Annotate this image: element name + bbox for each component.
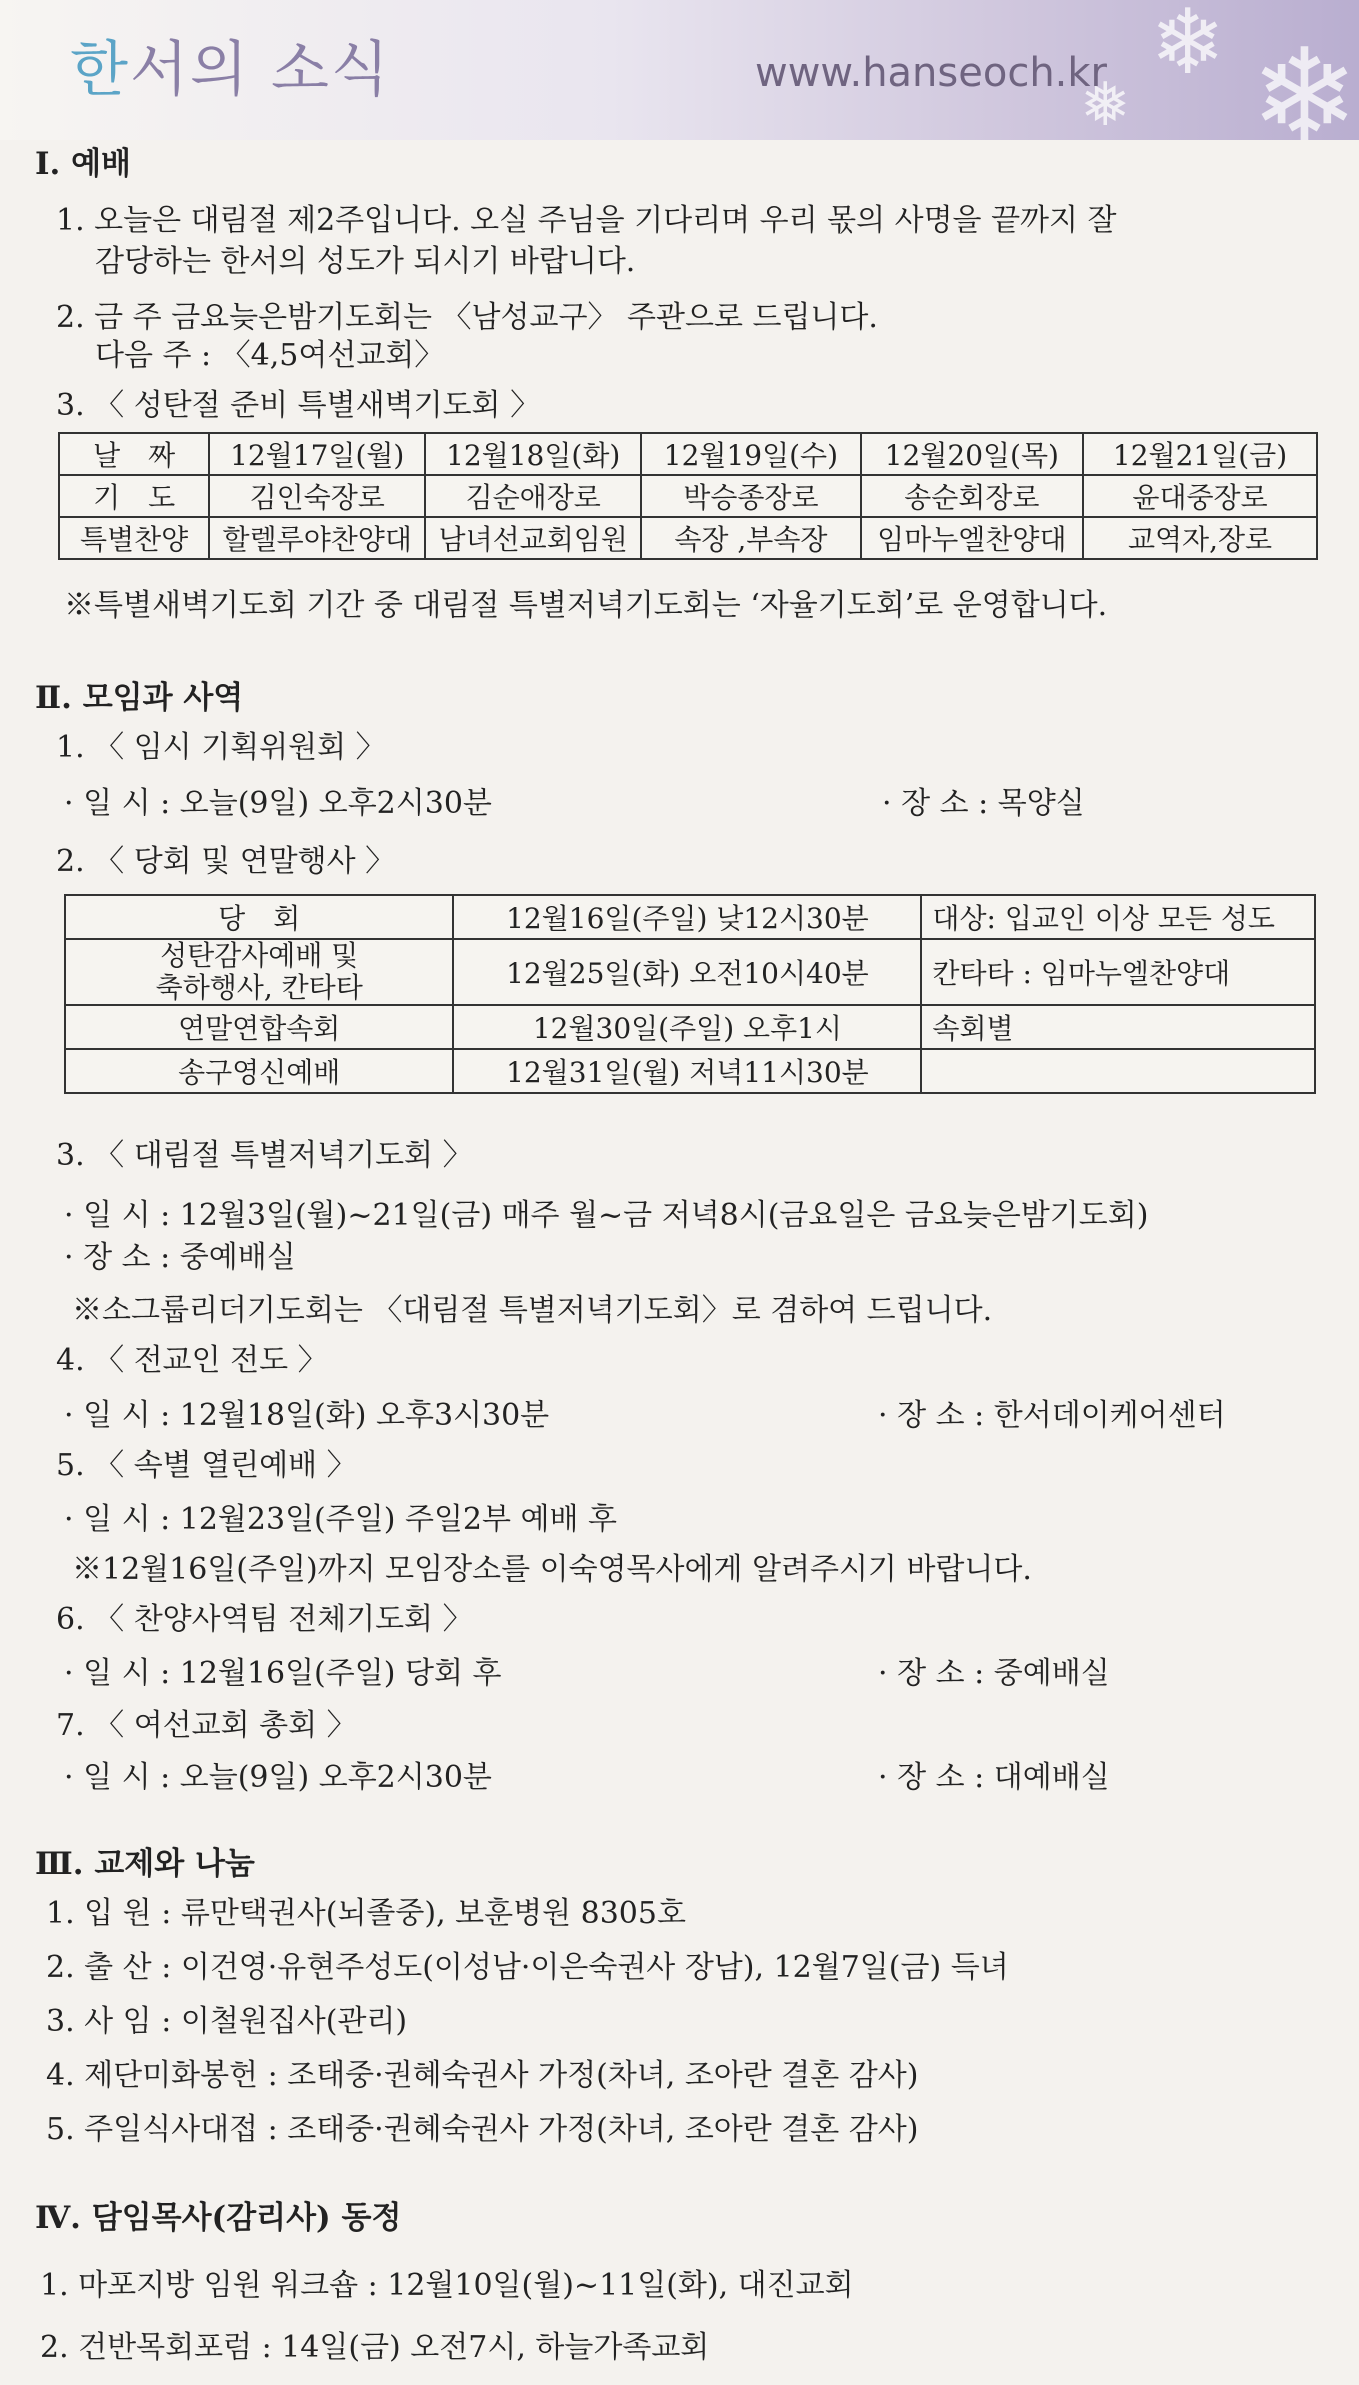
cell-text: 교역자,장로 <box>1127 523 1273 556</box>
meeting-item-3-note: ※소그룹리더기도회는 〈대림절 특별저녁기도회〉로 겸하여 드립니다. <box>72 1293 993 1328</box>
cell-text: 축하행사, 칸타타 <box>155 971 363 1004</box>
cell-text: 속장 ,부속장 <box>674 523 828 556</box>
snowflake-icon: ❄ <box>1150 0 1226 95</box>
worship-item-3-title: 3. 〈 성탄절 준비 특별새벽기도회 〉 <box>56 388 541 423</box>
year-end-events-table <box>64 894 1316 1094</box>
page-title: 한서의 소식 <box>70 35 391 105</box>
table-cell <box>65 1049 453 1093</box>
snowflake-icon: ❅ <box>1080 70 1131 140</box>
cell-text: 송순회장로 <box>904 481 1040 514</box>
meeting-item-7-place: · 장 소 : 대예배실 <box>878 1760 1110 1795</box>
table-cell <box>425 517 641 559</box>
table-cell <box>453 1005 921 1049</box>
cell-text: 12월25일(화) 오전10시40분 <box>506 957 869 990</box>
fellowship-item-3: 3. 사 임 : 이철원집사(관리) <box>46 2004 408 2039</box>
cell-text: 김순애장로 <box>465 481 601 514</box>
section-heading-meetings: Ⅱ. 모임과 사역 <box>35 680 244 716</box>
worship-item-1-line-2: 감당하는 한서의 성도가 되시기 바랍니다. <box>95 244 636 279</box>
meeting-item-6-title: 6. 〈 찬양사역팀 전체기도회 〉 <box>56 1602 473 1637</box>
table-row <box>59 433 1317 475</box>
table-cell <box>921 939 1315 1005</box>
cell-text: 윤대중장로 <box>1132 481 1268 514</box>
meeting-item-7-time: · 일 시 : 오늘(9일) 오후2시30분 <box>64 1760 492 1795</box>
table-row <box>59 475 1317 517</box>
dawn-prayer-schedule-table <box>58 432 1318 560</box>
meeting-item-1-time: · 일 시 : 오늘(9일) 오후2시30분 <box>64 786 492 821</box>
meeting-item-5-time: · 일 시 : 12월23일(주일) 주일2부 예배 후 <box>64 1502 617 1537</box>
meeting-item-1-title: 1. 〈 임시 기획위원회 〉 <box>56 730 386 765</box>
table-cell <box>59 475 209 517</box>
website-url[interactable]: www.hanseoch.kr <box>755 50 1107 96</box>
cell-text: 칸타타 : 임마누엘찬양대 <box>932 957 1231 990</box>
table-cell <box>209 433 425 475</box>
table-cell <box>209 475 425 517</box>
meeting-item-7-title: 7. 〈 여선교회 총회 〉 <box>56 1708 357 1743</box>
cell-text: 12월31일(월) 저녁11시30분 <box>506 1056 869 1089</box>
fellowship-item-2: 2. 출 산 : 이건영·유현주성도(이성남·이은숙권사 장남), 12월7일(금) 득녀 <box>46 1950 1009 1985</box>
dawn-prayer-note: ※특별새벽기도회 기간 중 대림절 특별저녁기도회는 ‘자율기도회’로 운영합니다. <box>64 588 1108 623</box>
table-cell <box>861 517 1083 559</box>
meeting-item-4-place: · 장 소 : 한서데이케어센터 <box>878 1398 1226 1433</box>
table-cell <box>59 517 209 559</box>
table-cell <box>209 517 425 559</box>
fellowship-item-4: 4. 제단미화봉헌 : 조태중·권혜숙권사 가정(차녀, 조아란 결혼 감사) <box>46 2058 919 2093</box>
table-cell <box>921 895 1315 939</box>
cell-text: 임마누엘찬양대 <box>877 523 1067 556</box>
table-cell <box>453 939 921 1005</box>
section-heading-pastor-news: Ⅳ. 담임목사(감리사) 동정 <box>35 2200 402 2236</box>
table-cell <box>425 433 641 475</box>
cell-text: 기 도 <box>93 481 176 514</box>
table-cell <box>641 433 860 475</box>
table-cell <box>59 433 209 475</box>
cell-text: 할렐루야찬양대 <box>222 523 412 556</box>
meeting-item-4-time: · 일 시 : 12월18일(화) 오후3시30분 <box>64 1398 550 1433</box>
meeting-item-6-place: · 장 소 : 중예배실 <box>878 1656 1110 1691</box>
table-row <box>65 1049 1315 1093</box>
cell-text: 12월18일(화) <box>446 439 621 472</box>
table-row <box>65 895 1315 939</box>
pastor-news-item-2: 2. 건반목회포럼 : 14일(금) 오전7시, 하늘가족교회 <box>40 2330 710 2365</box>
cell-text: 12월21일(금) <box>1112 439 1288 472</box>
pastor-news-item-1: 1. 마포지방 임원 워크숍 : 12월10일(월)~11일(화), 대진교회 <box>40 2268 854 2303</box>
table-row <box>65 1005 1315 1049</box>
table-cell <box>641 517 860 559</box>
table-cell <box>1083 475 1317 517</box>
fellowship-item-1: 1. 입 원 : 류만택권사(뇌졸중), 보훈병원 8305호 <box>46 1896 686 1931</box>
cell-text: 12월17일(월) <box>230 439 405 472</box>
table-row <box>59 517 1317 559</box>
cell-text: 박승종장로 <box>683 481 819 514</box>
table-cell <box>453 895 921 939</box>
cell-text: 12월30일(주일) 오후1시 <box>532 1012 842 1045</box>
meeting-item-2-title: 2. 〈 당회 및 연말행사 〉 <box>56 844 396 879</box>
meeting-item-4-title: 4. 〈 전교인 전도 〉 <box>56 1343 328 1378</box>
cell-text: 12월19일(수) <box>663 439 839 472</box>
worship-item-1-line-1: 1. 오늘은 대림절 제2주입니다. 오실 주님을 기다리며 우리 몫의 사명을 끝까지 잘 <box>56 203 1117 238</box>
table-row <box>65 939 1315 1005</box>
cell-text: 날 짜 <box>93 439 176 472</box>
meeting-item-3-title: 3. 〈 대림절 특별저녁기도회 〉 <box>56 1138 473 1173</box>
cell-text: 연말연합속회 <box>178 1012 341 1045</box>
meeting-item-3-time: · 일 시 : 12월3일(월)~21일(금) 매주 월~금 저녁8시(금요일은 금요늦은밤기도회) <box>64 1198 1149 1233</box>
worship-item-2-line-1: 2. 금 주 금요늦은밤기도회는 〈남성교구〉 주관으로 드립니다. <box>56 300 878 335</box>
table-cell <box>425 475 641 517</box>
table-cell <box>65 895 453 939</box>
table-cell <box>641 475 860 517</box>
cell-text: 특별찬양 <box>80 523 189 556</box>
cell-text: 남녀선교회임원 <box>438 523 628 556</box>
table-cell <box>921 1049 1315 1093</box>
fellowship-item-5: 5. 주일식사대접 : 조태중·권혜숙권사 가정(차녀, 조아란 결혼 감사) <box>46 2112 919 2147</box>
table-cell <box>1083 433 1317 475</box>
section-heading-fellowship: Ⅲ. 교제와 나눔 <box>35 1846 255 1882</box>
worship-item-2-line-2: 다음 주 : 〈4,5여선교회〉 <box>95 338 445 373</box>
cell-text: 12월20일(목) <box>884 439 1059 472</box>
meeting-item-3-place: · 장 소 : 중예배실 <box>64 1240 296 1275</box>
table-cell <box>1083 517 1317 559</box>
table-cell <box>921 1005 1315 1049</box>
table-cell <box>861 475 1083 517</box>
meeting-item-6-time: · 일 시 : 12월16일(주일) 당회 후 <box>64 1656 502 1691</box>
cell-text: 당 회 <box>218 902 301 935</box>
meeting-item-5-note: ※12월16일(주일)까지 모임장소를 이숙영목사에게 알려주시기 바랍니다. <box>72 1552 1032 1587</box>
cell-text: 12월16일(주일) 낮12시30분 <box>506 902 869 935</box>
cell-text: 김인숙장로 <box>249 481 385 514</box>
cell-text: 송구영신예배 <box>178 1056 341 1089</box>
table-cell <box>453 1049 921 1093</box>
table-cell <box>861 433 1083 475</box>
cell-text: 속회별 <box>932 1012 1014 1045</box>
table-cell <box>65 939 453 1005</box>
meeting-item-1-place: · 장 소 : 목양실 <box>882 786 1085 821</box>
section-heading-worship: Ⅰ. 예배 <box>35 146 131 182</box>
meeting-item-5-title: 5. 〈 속별 열린예배 〉 <box>56 1448 357 1483</box>
snowflake-icon: ❄ <box>1250 20 1359 140</box>
cell-text: 성탄감사예배 및 <box>160 939 359 972</box>
cell-text: 대상: 입교인 이상 모든 성도 <box>932 902 1275 935</box>
table-cell <box>65 1005 453 1049</box>
